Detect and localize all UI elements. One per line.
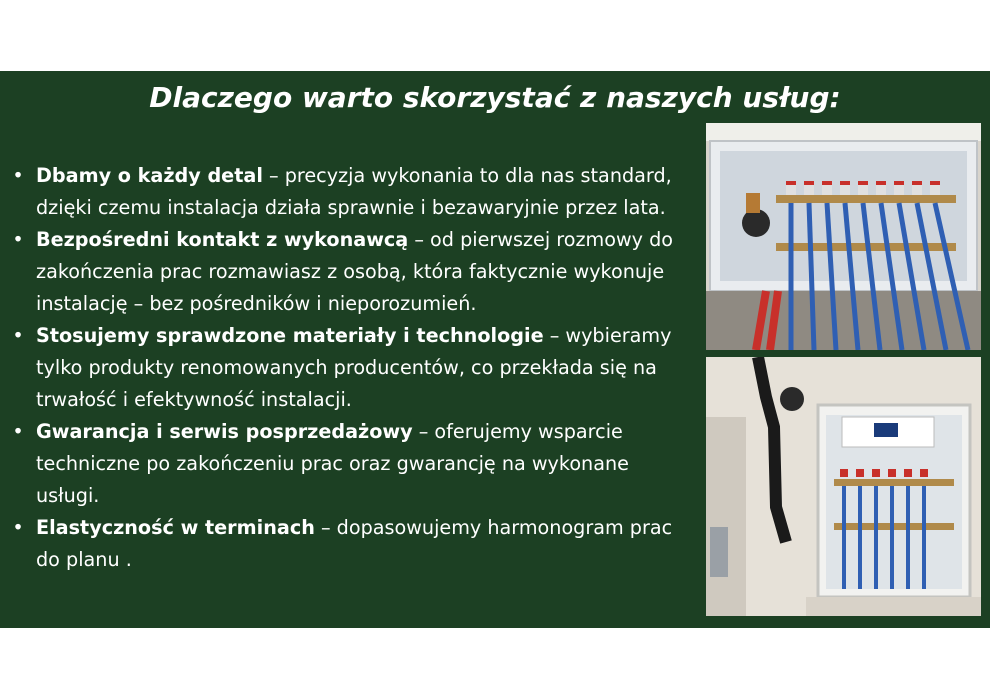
list-item — [8, 160, 698, 224]
manifold-photo-illustration — [706, 123, 981, 350]
bullet-heading: Dbamy o każdy detal — [36, 164, 263, 187]
cabinet-photo — [706, 357, 981, 616]
list-item — [8, 320, 698, 416]
bullet-heading: Elastyczność w terminach — [36, 516, 315, 539]
bullet-text: – precyzja wykonania to dla nas standard, dzięki czemu instalacja działa sprawnie i bezawaryjnie przez lata. — [36, 164, 672, 219]
bullet-icon: • — [12, 228, 24, 251]
bullet-text: – dopasowujemy harmonogram prac do planu . — [36, 516, 673, 571]
bullet-text: – oferujemy wsparcie techniczne po zakończeniu prac oraz gwarancję na wykonane usługi. — [36, 420, 629, 507]
cabinet-photo-illustration — [706, 357, 981, 616]
bullet-icon: • — [12, 164, 24, 187]
bullet-heading: Bezpośredni kontakt z wykonawcą — [36, 228, 409, 251]
bullet-icon: • — [12, 324, 24, 347]
slide — [0, 71, 990, 628]
benefits-list — [8, 160, 698, 576]
list-item — [8, 224, 698, 320]
list-item — [8, 512, 698, 576]
list-item — [8, 416, 698, 512]
bullet-icon: • — [12, 420, 24, 443]
slide-title: Dlaczego warto skorzystać z naszych usług: — [149, 81, 841, 114]
bullet-icon: • — [12, 516, 24, 539]
manifold-photo — [706, 123, 981, 350]
bullet-text: – wybieramy tylko produkty renomowanych producentów, co przekłada się na trwałość i efektywność instalacji. — [36, 324, 672, 411]
bullet-heading: Stosujemy sprawdzone materiały i technologie — [36, 324, 544, 347]
bullet-heading: Gwarancja i serwis posprzedażowy — [36, 420, 413, 443]
bullet-text: – od pierwszej rozmowy do zakończenia prac rozmawiasz z osobą, która faktycznie wykonuje instalację – bez pośredników i nieporozumień. — [36, 228, 674, 315]
